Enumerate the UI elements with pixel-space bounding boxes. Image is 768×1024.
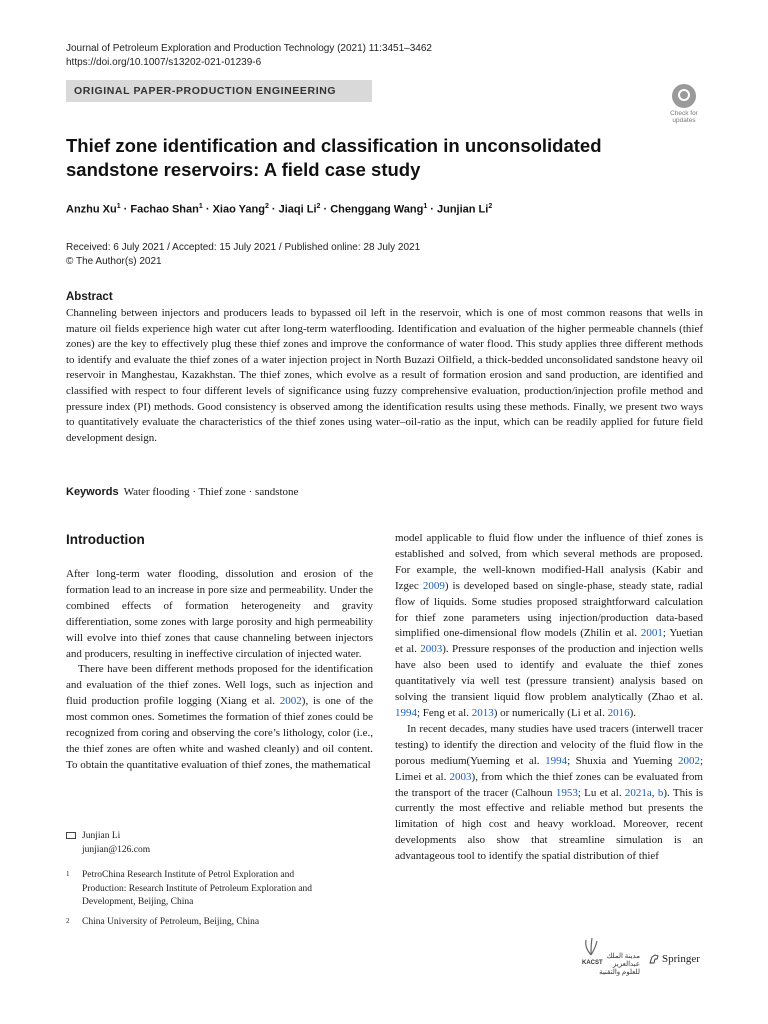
right-column xyxy=(395,531,703,865)
kacst-arabic-name: مدينة الملك عبدالعزيز للعلوم والتقنية xyxy=(599,952,640,976)
intro-paragraph-3 xyxy=(395,531,703,722)
paragraph-text: model applicable to fluid flow under the influence of thief zones is established and solved, from which several methods are proposed. For example, the well-known modified-Hall analysis (Kabir and Izgec xyxy=(395,532,703,592)
paragraph-text: , xyxy=(651,786,658,799)
corresponding-name: Junjian Li xyxy=(82,831,121,841)
copyright-notice: © The Author(s) 2021 xyxy=(66,256,162,267)
paragraph-text: ), is one of the most common ones. Sometimes the formation of thief zones could be recognized from coring and observing the core’s lithology, color (i.e., the thief zones are often white and washed cleanly) and oil content. To obtain the quantitative evaluation of thief zones, the mathematical xyxy=(66,695,374,771)
author-list: Anzhu $Xu^1$ · Fachao Shan$^1$ · Xiao Yang$^2$ · Jiaqi $Li^2$ · Chenggang Wang$^1$ · Junjian Li$^2$ xyxy=(66,203,493,216)
article-category-banner: ORIGINAL PAPER-PRODUCTION ENGINEERING xyxy=(66,80,372,102)
publication-dates xyxy=(66,241,420,269)
affiliation-text: China University of Petroleum, Beijing, China xyxy=(82,917,260,927)
keywords-label: Keywords xyxy=(66,486,119,498)
paragraph-text: ; Feng et al. xyxy=(417,706,472,719)
keywords-line xyxy=(66,486,298,498)
springer-horse-icon xyxy=(648,953,660,965)
author-affiliation: 2 xyxy=(316,203,321,210)
author-name[interactable]: Anzhu Xu xyxy=(66,203,117,216)
journal-citation: Journal of Petroleum Exploration and Production Technology (2021) 11:3451–3462 xyxy=(66,43,432,54)
abstract-text: Channeling between injectors and producers leads to bypassed oil left in the reservoir, which is one of most common reasons that wells in mature oil fields experience high water cut after long-term waterflooding. Identification and evaluation of the higher permeable channels (thief zones) are the key to effectively plug these thief zones and improve the conformance of water flood. This study applies three different methods to identify and evaluate the thief zones of a water injection project in North Buzazi Oilfield, a thick-bedded unconsolidated sandstone heavy oil reservoir in Manghestau, Kazakhstan. The thief zones, which evolve as a result of formation erosion and sand production, are identified and classified with respect to four different levels of significance using fuzzy comprehensive evaluation, production/injection profile method and pressure index (PI) methods. Good consistency is observed among the identification results using these methods. Finally, we present two ways to quantitatively evaluate the characteristics of the thief zones using water–oil-ratio as the input, which can be readily applied for future field development design. xyxy=(66,307,703,444)
email-icon xyxy=(66,832,76,839)
author-name[interactable]: Xiao Yang xyxy=(212,203,265,216)
paragraph-text: ), from which the thief zones can be evaluated from the transport of the tracer (Calhoun xyxy=(395,770,703,799)
citation-link[interactable]: 2002 xyxy=(677,754,700,767)
paragraph-text: ). This is currently the most effective and reliable method but presents the limitation of high cost and heavy workload. Moreover, recent developments also show that streamline simulation is an advantageous tool to identify the spatial distribution of thief xyxy=(395,786,704,863)
affiliation-number: 1 xyxy=(66,870,70,878)
doi-link[interactable]: https://doi.org/10.1007/s13202-021-01239-6 xyxy=(66,57,262,68)
check-updates-icon xyxy=(672,84,696,108)
author-affiliation: 2 xyxy=(264,203,269,210)
affiliation-number: 2 xyxy=(66,917,70,925)
author-name[interactable]: Chenggang Wang xyxy=(330,203,424,216)
author-affiliation: 2 xyxy=(488,203,493,210)
citation-link[interactable]: 1994 xyxy=(545,754,568,767)
intro-paragraph-1: After long-term water flooding, dissolution and erosion of the formation lead to an increase in pore size and permeability. Under the combined effects of formation heterogeneity and gravity differentiation, some zones with large porosity and high permeability will evolve into thief zones that cause channeling between injectors and producers, resulting in ineffective circulation of injected water. xyxy=(66,568,373,660)
paragraph-text: ) is developed based on single-phase, steady state, radial flow of liquids. Some studies proposed straightforward calculation for thief zone parameters using injection/production data-based simplified one-dimensional flow models (Zhilin et al. xyxy=(395,579,703,640)
citation-link[interactable]: 2001 xyxy=(640,627,663,640)
affiliation-1 xyxy=(66,869,332,910)
abstract-heading: Abstract xyxy=(66,291,113,303)
journal-header xyxy=(66,42,432,70)
paragraph-text: In recent decades, many studies have used tracers (interwell tracer testing) to identify the direction and velocity of the fluid flow in the porous medium(Yueming et al. xyxy=(395,722,703,767)
article-title: Thief zone identification and classification in unconsolidated sandstone reservoirs: A field case study xyxy=(66,135,602,180)
springer-label: Springer xyxy=(662,953,700,965)
citation-link[interactable]: b xyxy=(657,786,664,799)
affiliation-text: PetroChina Research Institute of Petrol Exploration and Production: Research Institute of Petroleum Exploration and Development, Beijing, China xyxy=(82,870,313,907)
keywords-text: Water flooding · Thief zone · sandstone xyxy=(123,486,299,498)
citation-link[interactable]: 1953 xyxy=(555,786,578,799)
citation-link[interactable]: 2009 xyxy=(422,579,445,592)
paragraph-text: ; Yuetian et al. xyxy=(395,627,703,656)
paragraph-text: ; Lu et al. xyxy=(577,786,625,799)
intro-paragraph-4 xyxy=(395,722,703,865)
publication-history: Received: 6 July 2021 / Accepted: 15 July 2021 / Published online: 28 July 2021 xyxy=(66,242,421,253)
author-affiliation: 1 xyxy=(423,203,428,210)
paragraph-text: ; Limei et al. xyxy=(395,754,703,783)
publisher-footer xyxy=(580,936,705,976)
paragraph-text: ; Shuxia and Yueming xyxy=(567,754,678,767)
author-name[interactable]: Fachao Shan xyxy=(130,203,199,216)
intro-paragraph-2 xyxy=(66,662,373,773)
section-heading-introduction: Introduction xyxy=(66,532,145,547)
citation-link[interactable]: 2002 xyxy=(279,695,302,708)
paragraph-text: There have been different methods proposed for the identification and evaluation of the thief zones. Well logs, such as injection and fluid production profile logging (Xiang et al. xyxy=(66,663,373,708)
citation-link[interactable]: 2016 xyxy=(607,706,630,719)
author-affiliation: 1 xyxy=(198,203,203,210)
check-for-updates-button[interactable] xyxy=(664,84,704,126)
citation-link[interactable]: 2003 xyxy=(449,770,472,783)
citation-link[interactable]: 2021a xyxy=(624,786,652,799)
paragraph-text: ). Pressure responses of the production and injection wells have also been used to identify and evaluate the thief zones quantitatively via well test (pressure transient) analysis based on solving the transient liquid flow problem analytically (Zhao et al. xyxy=(395,643,703,704)
corresponding-email[interactable]: junjian@126.com xyxy=(82,844,151,855)
author-name[interactable]: Jiaqi Li xyxy=(278,203,317,216)
citation-link[interactable]: 2003 xyxy=(420,643,443,656)
check-updates-label: Check for updates xyxy=(670,110,698,124)
citation-link[interactable]: 2013 xyxy=(471,706,494,719)
citation-link[interactable]: 1994 xyxy=(395,706,417,719)
left-column xyxy=(66,531,373,774)
paragraph-text: ) or numerically (Li et al. xyxy=(493,706,608,719)
paragraph-text: ). xyxy=(629,706,637,719)
corresponding-author xyxy=(66,830,150,857)
author-name[interactable]: Junjian Li xyxy=(437,203,489,216)
author-affiliation: 1 xyxy=(116,203,121,210)
kacst-label: KACST xyxy=(582,960,603,966)
affiliation-2 xyxy=(66,916,332,930)
